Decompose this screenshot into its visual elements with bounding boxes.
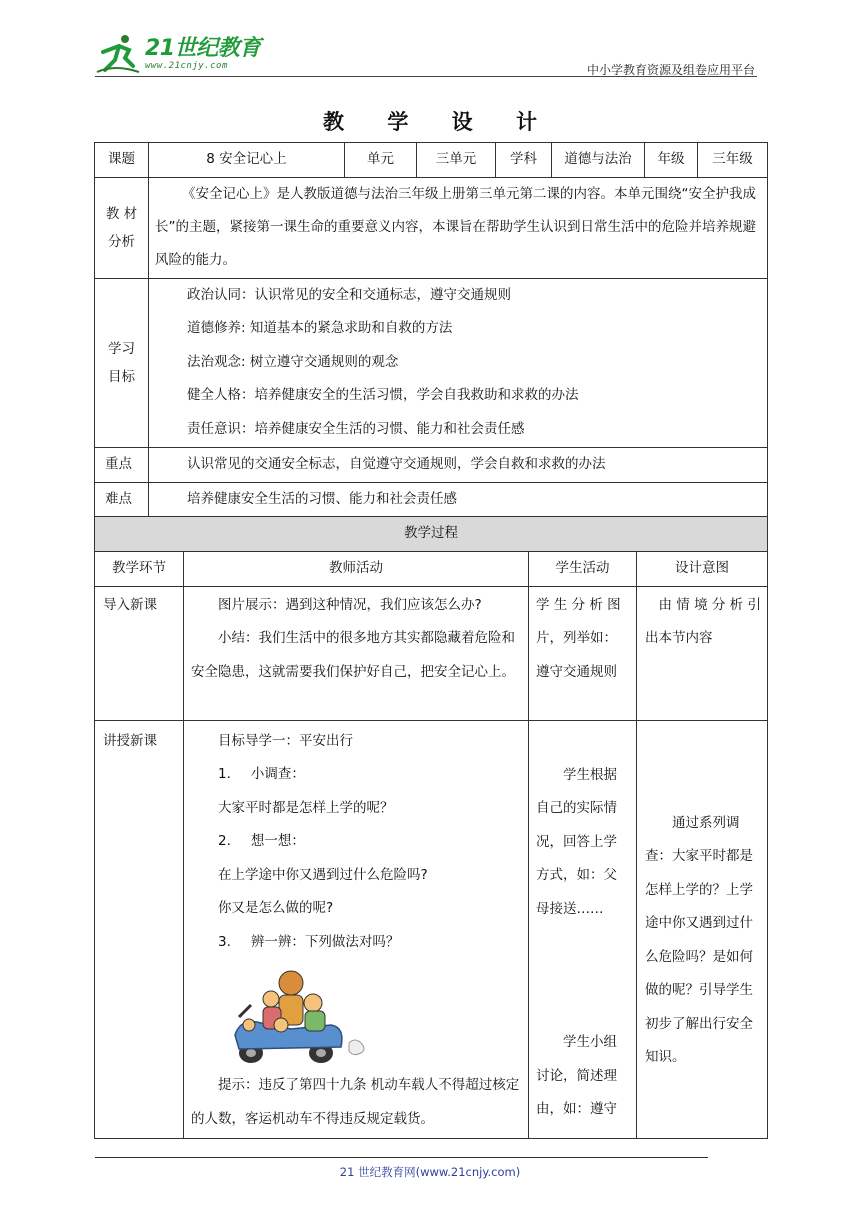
platform-name: 中小学教育资源及组卷应用平台 (586, 63, 755, 77)
header-student: 学生活动 (529, 551, 637, 586)
lesson-teacher: 目标导学一：平安出行 1. 小调查： 大家平时都是怎样上学的呢？ 2. 想一想： 在上学途中你又遇到过什么危险吗? 你又是怎么做的呢? 3. 辨一辨：下列做法对吗？ 提示：违反了第四十九条 机动车载人不得超过核定的人数，客运机动车不得违反规定载货。 (184, 720, 529, 1138)
logo (95, 32, 261, 76)
process-title: 教学过程 (95, 517, 768, 552)
goals-list (149, 278, 768, 447)
difficulty-text: 培养健康安全生活的习惯、能力和社会责任感 (149, 482, 768, 517)
page-header (95, 30, 767, 80)
intro-stage: 导入新课 (95, 586, 184, 720)
logo-wordmark: 21世纪教育 (145, 36, 261, 61)
overloaded-scooter-illustration (221, 965, 371, 1065)
course-info-table (94, 142, 768, 518)
footer-divider (95, 1157, 708, 1158)
intro-intent: 由 情 境 分 析 引出本节内容 (637, 586, 768, 720)
student-response-1: 学生根据自己的实际情况，回答上学方式，如：父母接送…… (536, 766, 617, 917)
lesson-student (529, 720, 637, 1138)
student-response-2: 学生小组讨论，简述理由，如：遵守 (536, 1034, 617, 1117)
goal-item: 道德修养: 知道基本的紧急求助和自救的方法 (187, 320, 453, 337)
analysis-text: 《安全记心上》是人教版道德与法治三年级上册第三单元第二课的内容。本单元围绕“安全护我成长”的主题，紧接第一课生命的重要意义内容，本课旨在帮助学生认识到日常生活中的危险并培养规避风险的能力。 (149, 177, 768, 278)
goal-item: 责任意识：培养健康安全生活的习惯、能力和社会责任感 (187, 420, 525, 437)
header-stage: 教学环节 (95, 551, 184, 586)
header-teacher: 教师活动 (184, 551, 529, 586)
course-value: 8 安全记心上 (149, 143, 345, 178)
logo-url: www.21cnjy.com (145, 61, 228, 71)
intro-teacher: 图片展示：遇到这种情况，我们应该怎么办? 小结：我们生活中的很多地方其实都隐藏着危险和安全隐患，这就需要我们保护好自己，把安全记心上。 (184, 586, 529, 720)
subject-value: 道德与法治 (552, 143, 645, 178)
course-label: 课题 (95, 143, 149, 178)
page-title: 教 学 设 计 (323, 110, 555, 134)
intro-student: 学 生 分 析 图片，列举如：遵守交通规则 (529, 586, 637, 720)
grade-value: 三年级 (698, 143, 768, 178)
analysis-label: 教 材分析 (95, 177, 149, 278)
unit-label: 单元 (345, 143, 417, 178)
lesson-intent: 通过系列调查：大家平时都是怎样上学的？上学途中你又遇到过什么危险吗？是如何做的呢？引导学生初步了解出行安全知识。 (637, 720, 768, 1138)
footer-source[interactable]: 21 世纪教育网(www.21cnjy.com) (339, 1165, 521, 1179)
goals-label: 学习 目标 (95, 278, 149, 447)
goal-item: 法治观念: 树立遵守交通规则的观念 (187, 353, 399, 370)
goal-item: 健全人格：培养健康安全的生活习惯，学会自我救助和求救的办法 (187, 387, 579, 404)
key-point-label: 重点 (95, 447, 149, 482)
difficulty-label: 难点 (95, 482, 149, 517)
subject-label: 学科 (496, 143, 552, 178)
unit-value: 三单元 (417, 143, 496, 178)
key-point-text: 认识常见的交通安全标志，自觉遵守交通规则，学会自救和求救的办法 (149, 447, 768, 482)
runner-logo-icon (95, 32, 141, 76)
lesson-stage: 讲授新课 (95, 720, 184, 1138)
grade-label: 年级 (645, 143, 698, 178)
header-divider (95, 76, 757, 77)
teaching-process-table (94, 516, 768, 1139)
goal-item: 政治认同：认识常见的安全和交通标志，遵守交通规则 (187, 286, 511, 303)
header-intent: 设计意图 (637, 551, 768, 586)
